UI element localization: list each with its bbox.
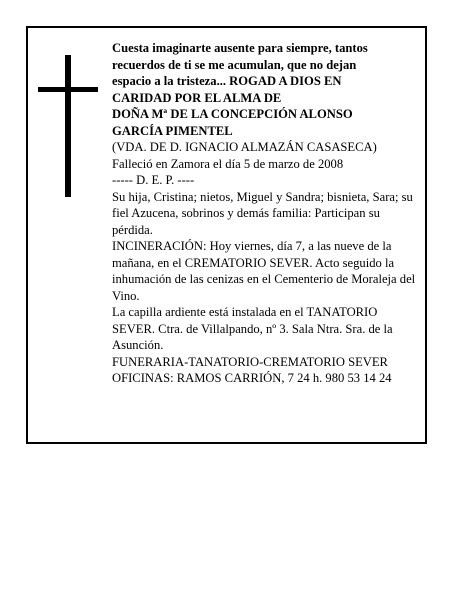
deceased-name-cont: GARCÍA PIMENTEL [112, 123, 233, 138]
rip-line: ----- D. E. P. ---- [112, 173, 195, 187]
opening-line: CARIDAD POR EL ALMA DE [112, 90, 282, 105]
opening-line: espacio a la tristeza... ROGAD A DIOS EN [112, 74, 342, 88]
cross-icon [38, 55, 98, 197]
cross-horizontal-bar [38, 87, 98, 92]
funeral-home-line: FUNERARIA-TANATORIO-CREMATORIO SEVER [112, 354, 388, 369]
chapel-paragraph: La capilla ardiente está instalada en el TANATORIO SEVER. Ctra. de Villalpando, nº 3. Sala Ntra. Sra. de la Asunción. [112, 305, 393, 352]
opening-line: Cuesta imaginarte ausente para siempre, tantos [112, 41, 368, 55]
family-paragraph: Su hija, Cristina; nietos, Miguel y Sandra; bisnieta, Sara; su fiel Azucena, sobrinos y demás familia: Participan su pérdida. [112, 189, 413, 237]
widow-of: (VDA. DE D. IGNACIO ALMAZÁN CASASECA) [112, 140, 377, 154]
obituary-text [112, 40, 422, 387]
offices-line: OFICINAS: RAMOS CARRIÓN, 7 24 h. 980 53 14 24 [112, 371, 392, 385]
cross-vertical-bar [65, 55, 71, 197]
opening-line: recuerdos de ti se me acumulan, que no dejan [112, 57, 357, 72]
cremation-paragraph: INCINERACIÓN: Hoy viernes, día 7, a las nueve de la mañana, en el CREMATORIO SEVER. Acto seguido la inhumación de las cenizas en el Cementerio de Moraleja del Vino. [112, 239, 416, 303]
death-info: Falleció en Zamora el día 5 de marzo de 2008 [112, 156, 344, 171]
deceased-name: DOÑA Mª DE LA CONCEPCIÓN ALONSO [112, 107, 353, 121]
